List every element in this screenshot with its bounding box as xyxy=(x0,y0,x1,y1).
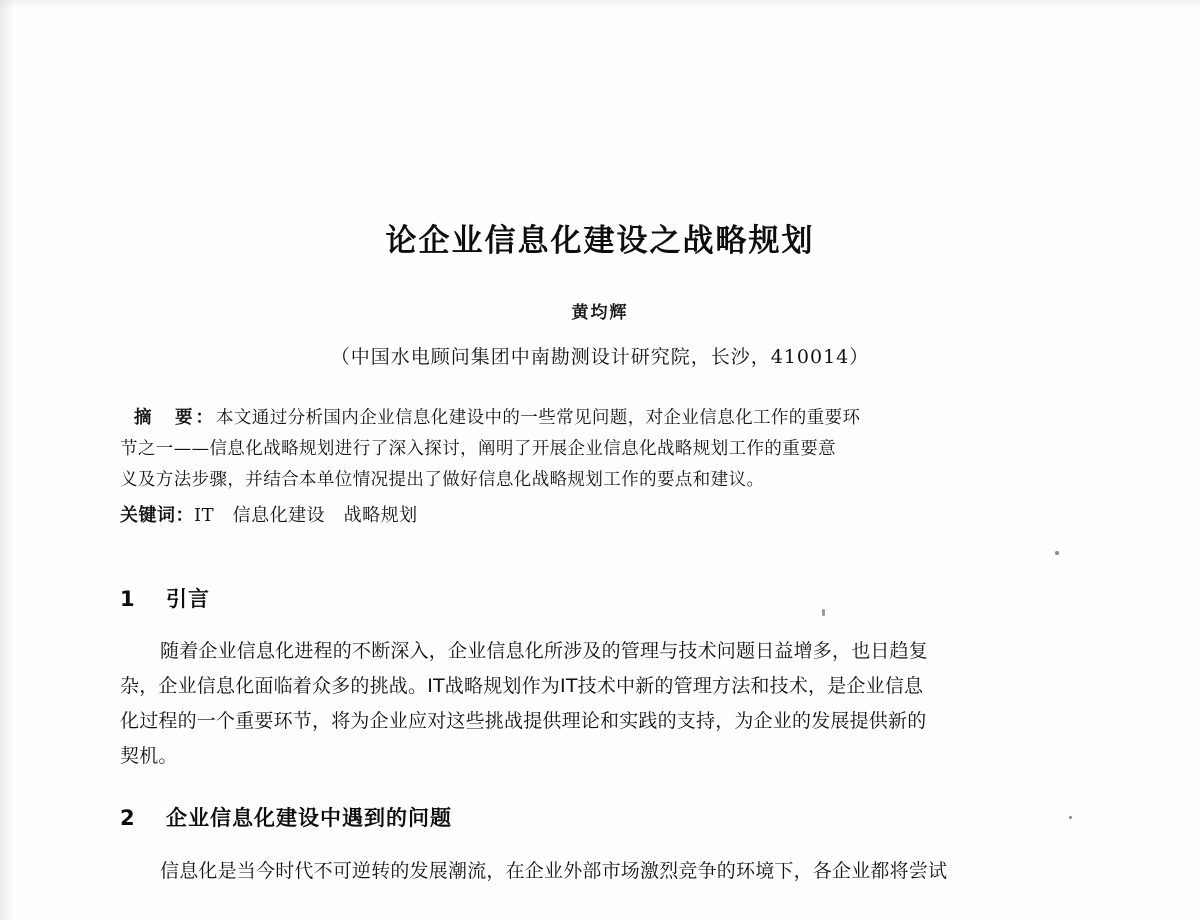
page-title: 论企业信息化建设之战略规划 xyxy=(385,223,815,259)
section-title-1: 引言 xyxy=(166,587,210,611)
section-2-paragraph xyxy=(120,854,1080,889)
page-content xyxy=(120,0,1080,889)
scan-artifact xyxy=(822,609,825,616)
scan-artifact xyxy=(1069,816,1072,819)
keywords xyxy=(120,501,1080,527)
section-heading-2 xyxy=(120,802,1080,832)
abstract-line-3: 义及方法步骤，并结合本单位情况提出了做好信息化战略规划工作的要点和建议。 xyxy=(120,470,765,490)
author-name: 黄均辉 xyxy=(571,303,629,323)
section-1-paragraph xyxy=(120,634,1080,774)
section-number-1: 1 xyxy=(120,587,136,611)
section-number-2: 2 xyxy=(120,806,136,830)
scan-artifact xyxy=(1055,551,1059,555)
keywords-label: 关键词： xyxy=(120,505,194,526)
scan-edge-shadow-left xyxy=(0,0,14,920)
abstract xyxy=(120,403,1080,496)
keywords-value: IT 信息化建设 战略规划 xyxy=(194,505,418,526)
section-title-2: 企业信息化建设中遇到的问题 xyxy=(166,806,452,830)
paragraph-line: 化过程的一个重要环节，将为企业应对这些挑战提供理论和实践的支持，为企业的发展提供新的 xyxy=(120,710,927,732)
section-heading-1 xyxy=(120,583,1080,613)
author-affiliation: （中国水电顾问集团中南勘测设计研究院，长沙，410014） xyxy=(330,346,870,368)
abstract-line-1: 本文通过分析国内企业信息化建设中的一些常见问题，对企业信息化工作的重要环 xyxy=(216,408,861,428)
abstract-label: 摘 要： xyxy=(134,408,216,428)
abstract-line-2: 节之一——信息化战略规划进行了深入探讨，阐明了开展企业信息化战略规划工作的重要意 xyxy=(120,439,836,459)
paragraph-line: 信息化是当今时代不可逆转的发展潮流，在企业外部市场激烈竞争的环境下，各企业都将尝试 xyxy=(160,860,948,882)
paragraph-line: 随着企业信息化进程的不断深入，企业信息化所涉及的管理与技术问题日益增多，也日趋复 xyxy=(160,640,929,662)
paragraph-line: 契机。 xyxy=(120,745,178,767)
paragraph-line: 杂，企业信息化面临着众多的挑战。IT战略规划作为IT技术中新的管理方法和技术，是企业信息 xyxy=(120,675,924,697)
